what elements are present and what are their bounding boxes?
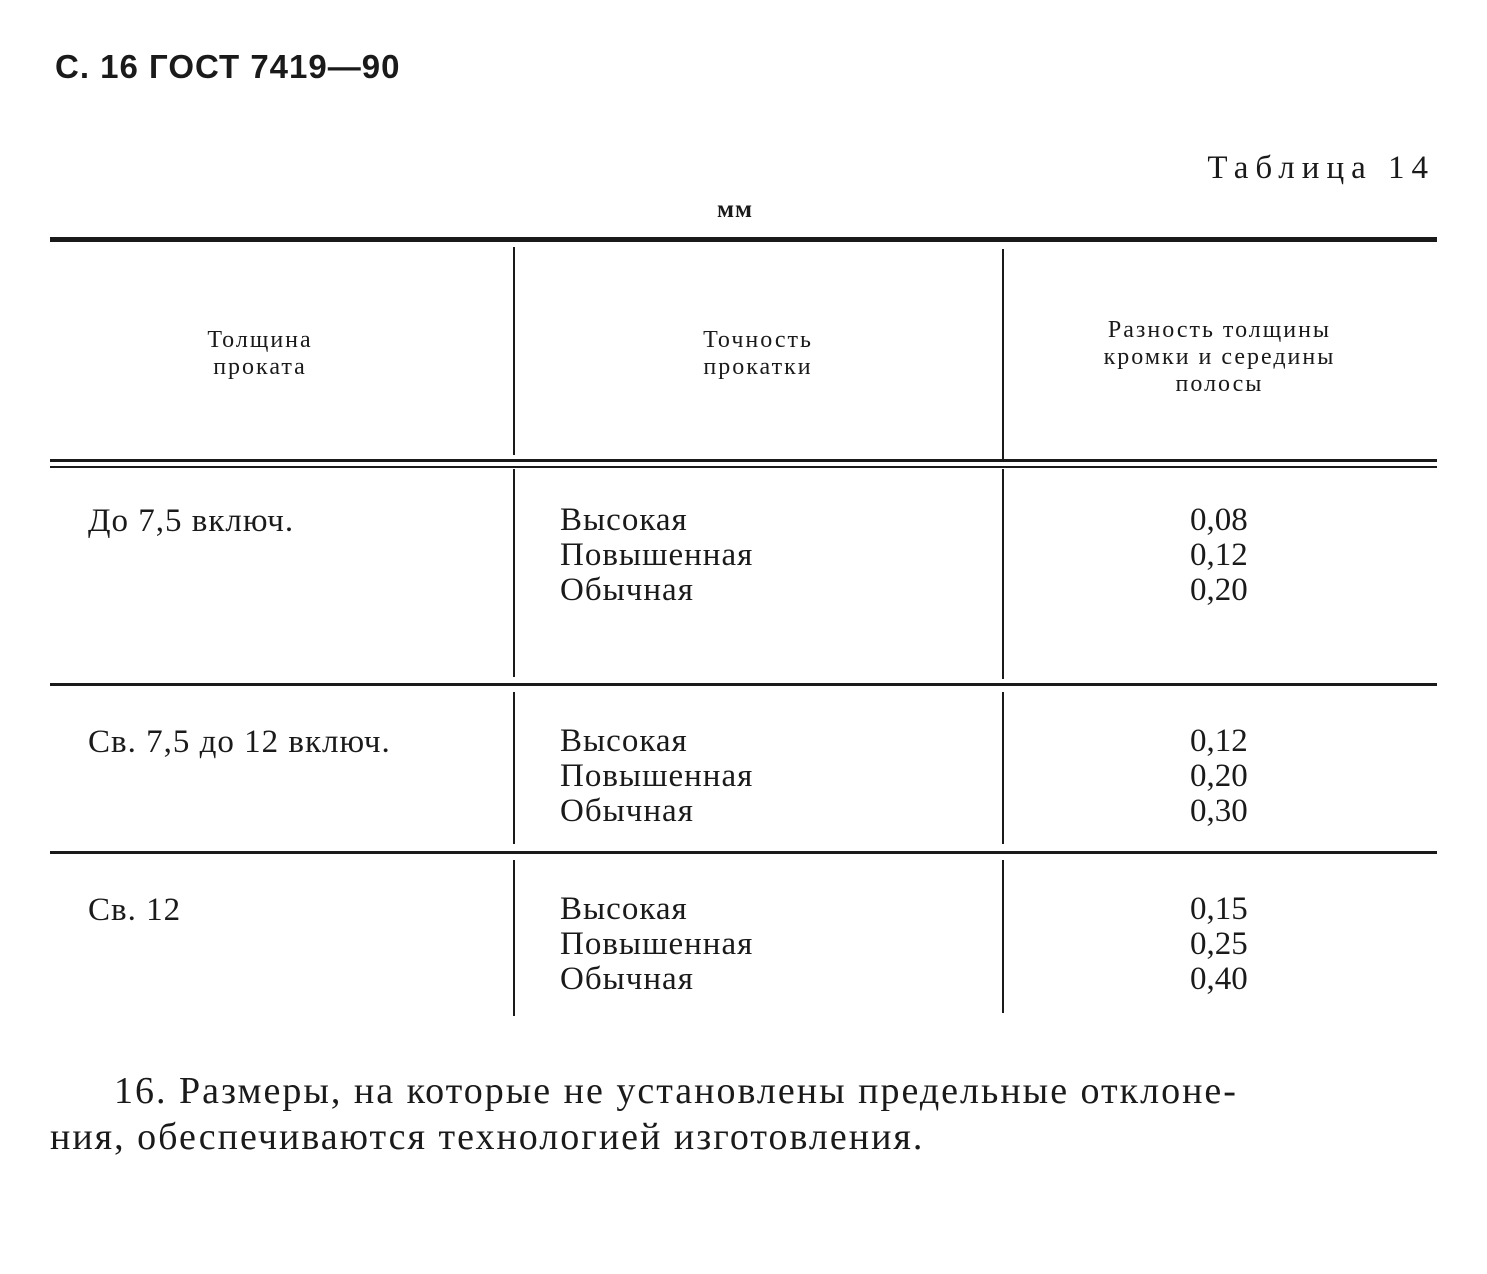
difference-value: 0,12 bbox=[1190, 537, 1248, 573]
table-cell-thickness: Св. 7,5 до 12 включ. bbox=[88, 724, 391, 760]
paragraph-line: ния, обеспечиваются технологией изготовления. bbox=[50, 1116, 925, 1158]
table-cell-thickness: Св. 12 bbox=[88, 892, 182, 928]
difference-value: 0,20 bbox=[1190, 572, 1248, 608]
column-header-precision: Точность прокатки bbox=[703, 327, 813, 380]
difference-value: 0,20 bbox=[1190, 758, 1248, 794]
table-cell-precision bbox=[560, 503, 753, 608]
table-cell-difference bbox=[1190, 724, 1248, 829]
precision-value: Обычная bbox=[560, 793, 694, 829]
header-rule-second bbox=[50, 466, 1437, 468]
column-divider bbox=[513, 860, 515, 1016]
column-header-difference: Разность толщины кромки и середины полосы bbox=[1103, 317, 1336, 397]
difference-value: 0,08 bbox=[1190, 502, 1248, 538]
difference-value: 0,25 bbox=[1190, 926, 1248, 962]
column-header-thickness: Толщина проката bbox=[207, 327, 313, 380]
precision-value: Обычная bbox=[560, 572, 694, 608]
tolerance-table bbox=[50, 237, 1437, 1017]
column-divider bbox=[1002, 692, 1004, 844]
difference-value: 0,40 bbox=[1190, 961, 1248, 997]
precision-value: Высокая bbox=[560, 502, 688, 538]
precision-value: Повышенная bbox=[560, 758, 754, 794]
table-cell-difference bbox=[1190, 892, 1248, 997]
header-rule bbox=[50, 459, 1437, 462]
difference-value: 0,30 bbox=[1190, 793, 1248, 829]
table-cell-precision bbox=[560, 892, 753, 997]
precision-value: Высокая bbox=[560, 891, 688, 927]
column-divider bbox=[1002, 860, 1004, 1013]
paragraph-line: 16. Размеры, на которые не установлены предельные отклоне- bbox=[114, 1070, 1238, 1112]
precision-value: Повышенная bbox=[560, 926, 754, 962]
difference-value: 0,12 bbox=[1190, 723, 1248, 759]
unit-label: мм bbox=[717, 196, 754, 223]
table-cell-precision bbox=[560, 724, 753, 829]
column-divider bbox=[513, 469, 515, 677]
table-cell-thickness: До 7,5 включ. bbox=[88, 503, 295, 539]
column-divider bbox=[1002, 469, 1004, 679]
table-top-rule bbox=[50, 237, 1437, 242]
precision-value: Высокая bbox=[560, 723, 688, 759]
precision-value: Повышенная bbox=[560, 537, 754, 573]
difference-value: 0,15 bbox=[1190, 891, 1248, 927]
table-cell-difference bbox=[1190, 503, 1248, 608]
column-divider bbox=[513, 692, 515, 844]
row-separator bbox=[50, 683, 1437, 686]
row-separator bbox=[50, 851, 1437, 854]
table-caption: Таблица 14 bbox=[1207, 150, 1435, 186]
body-paragraph bbox=[50, 1068, 1437, 1160]
page-header: С. 16 ГОСТ 7419—90 bbox=[55, 48, 401, 85]
precision-value: Обычная bbox=[560, 961, 694, 997]
